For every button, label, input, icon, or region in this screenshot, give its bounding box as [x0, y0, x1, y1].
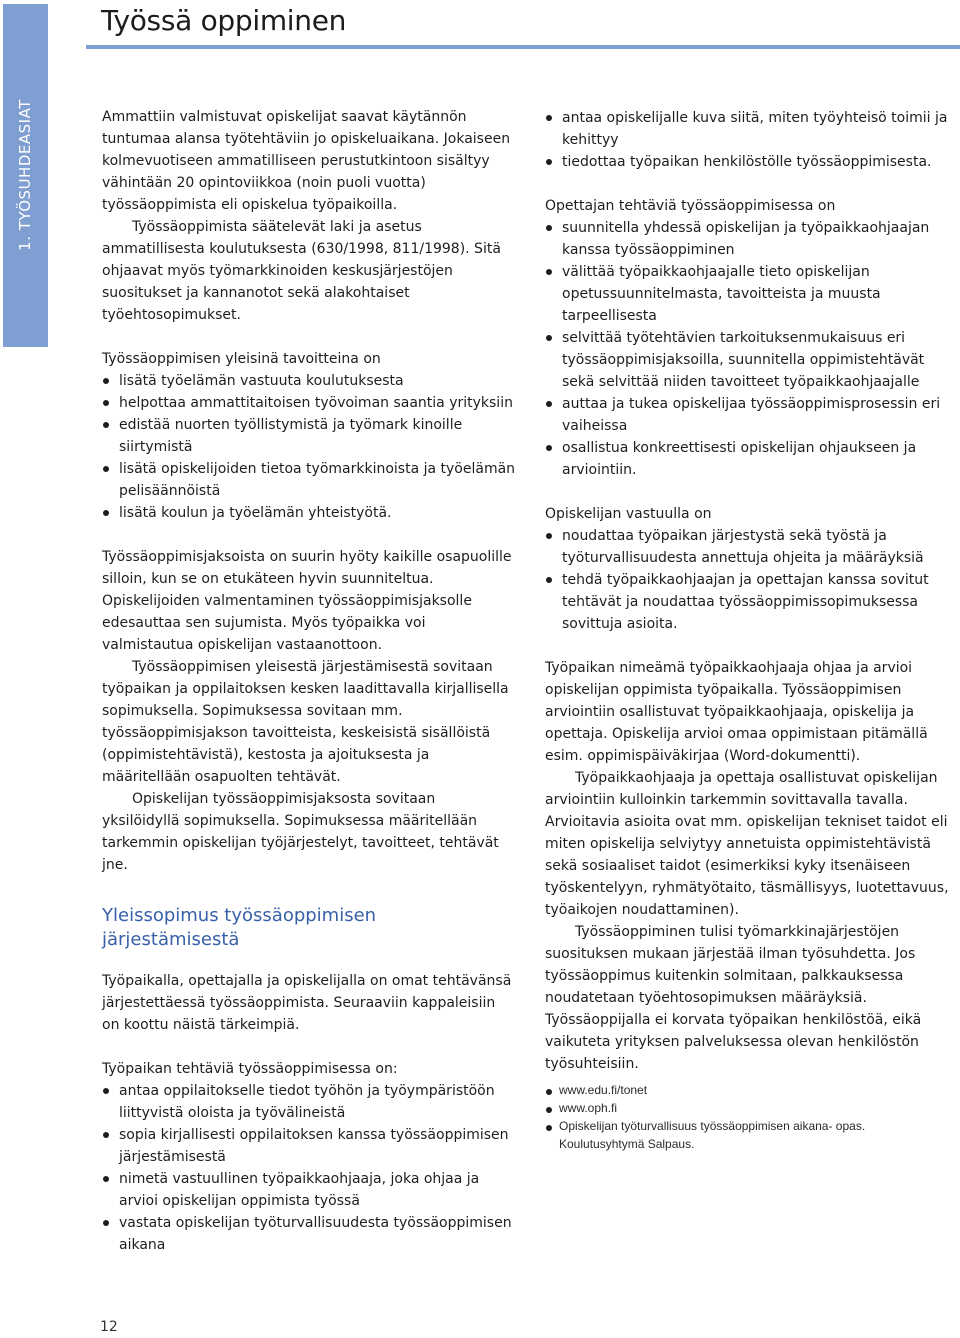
- list-item: vastata opiskelijan työturvallisuudesta työssäoppimisen aikana: [102, 1212, 517, 1256]
- law-paragraph: Työssäoppimista säätelevät laki ja asetus ammatillisesta koulutuksesta (630/1998, 811/1998). Sitä ohjaavat myös työmarkkinoiden keskusjärjestöjen suositukset ja kannanotot sekä alakohtaiset työehtosopimukset.: [102, 219, 501, 323]
- list-item: selvittää työtehtävien tarkoituksenmukaisuus eri työssäoppimisjaksoilla, suunnitella oppimistehtävät sekä selvittää niiden tavoitteet työpaikkaohjaajalle: [545, 327, 953, 393]
- list-item: noudattaa työpaikan järjestystä sekä työstä ja työturvallisuudesta annettuja ohjeita ja määräyksiä: [545, 525, 953, 569]
- list-item: suunnitella yhdessä opiskelijan ja työpaikkaohjaajan kanssa työssäoppiminen: [545, 217, 953, 261]
- page-number: 12: [100, 1319, 118, 1335]
- list-item: helpottaa ammattitaitoisen työvoiman saantia yrityksiin: [102, 392, 517, 414]
- agreement-paragraph: Työssäoppimisen yleisestä järjestämisestä sovitaan työpaikan ja oppilaitoksen kesken laadittavalla kirjallisella sopimuksella. Sopimuksessa sovitaan mm. työssäoppimisjakson tavoitteista, keskeisistä sisällöistä (oppimistehtävistä), kestosta ja ajoituksesta ja määritellään osapuolten tehtävät.: [102, 659, 509, 785]
- list-item: auttaa ja tukea opiskelijaa työssäoppimisprosessin eri vaiheissa: [545, 393, 953, 437]
- planning-paragraph: Työssäoppimisjaksoista on suurin hyöty kaikille osapuolille silloin, kun se on etukäteen hyvin suunniteltua. Opiskelijoiden valmentaminen työssäoppimisjaksolle edesauttaa sen sujumista. Myös työpaikka voi valmistautua opiskelijan vastaanottoon.: [102, 549, 512, 653]
- section-heading: Yleissopimus työssäoppimisen järjestämisestä: [102, 905, 377, 950]
- list-item: nimetä vastuullinen työpaikkaohjaaja, joka ohjaa ja arvioi opiskelijan oppimista työssä: [102, 1168, 517, 1212]
- teacher-tasks-list: [545, 217, 953, 481]
- references: [545, 1081, 945, 1153]
- assessment-paragraph: Työpaikan nimeämä työpaikkaohjaaja ohjaa ja arvioi opiskelijan oppimista työpaikalla. Työssäoppimisen arviointiin osallistuvat työpaikkaohjaaja, opiskelija ja opettaja. Opiskelija arvioi omaa oppimistaan pitämällä esim. oppimispäiväkirjaa (Word-dokumentti).: [545, 660, 928, 764]
- assessment-detail-paragraph: Työpaikkaohjaaja ja opettaja osallistuvat opiskelijan arviointiin kulloinkin tarkemmin sovittavalla tavalla. Arvioitavia asioita ovat mm. opiskelijan tekniset taidot eli miten opiskelija selviytyy annetuista oppimistehtävistä sekä sosiaaliset taidot (esimerkiksi kyky itsenäiseen työskentelyyn, ryhmätyötaito, täsmällisyys, luotettavuus, työaikojen noudattaminen).: [545, 770, 949, 918]
- student-tasks-list: [545, 525, 953, 635]
- goals-list: [102, 370, 517, 524]
- individual-agreement-paragraph: Opiskelijan työssäoppimisjaksosta sovitaan yksilöidyllä sopimuksella. Sopimuksessa määritellään tarkemmin opiskelijan työjärjestelyt, tavoitteet, tehtävät jne.: [102, 791, 499, 873]
- list-item: lisätä koulun ja työelämän yhteistyötä.: [102, 502, 517, 524]
- student-intro: Opiskelijan vastuulla on: [545, 506, 712, 522]
- goals-intro: Työssäoppimisen yleisinä tavoitteina on: [102, 351, 381, 367]
- list-item: välittää työpaikkaohjaajalle tieto opiskelijan opetussuunnitelmasta, tavoitteista ja muusta tarpeellisesta: [545, 261, 953, 327]
- list-item: sopia kirjallisesti oppilaitoksen kanssa työssäoppimisen järjestämisestä: [102, 1124, 517, 1168]
- employer-tasks-list: [102, 1080, 517, 1256]
- list-item: tiedottaa työpaikan henkilöstölle työssäoppimisesta.: [545, 151, 953, 173]
- header-rule: [86, 45, 960, 49]
- list-item: lisätä työelämän vastuuta koulutuksesta: [102, 370, 517, 392]
- list-item: edistää nuorten työllistymistä ja työmark kinoille siirtymistä: [102, 414, 517, 458]
- employment-paragraph: Työssäoppiminen tulisi työmarkkinajärjestöjen suosituksen mukaan järjestää ilman työsuhdetta. Jos työssäoppimus kuitenkin solmitaan, palkkauksessa noudatetaan työehtosopimuksen määräyksiä. Työssäoppijalla ei korvata työpaikan henkilöstöä, eikä vaikuteta yrityksen palveluksessa olevan henkilöstön työsuhteisiin.: [545, 924, 922, 1072]
- reference-link[interactable]: www.edu.fi/tonet: [545, 1081, 945, 1099]
- left-column: [102, 106, 517, 1256]
- intro-paragraph: Ammattiin valmistuvat opiskelijat saavat käytännön tuntumaa alansa työtehtäviin jo opiskeluaikana. Jokaiseen kolmevuotiseen ammatilliseen perustutkintoon sisältyy vähintään 20 opintoviikkoa (noin puoli vuotta) työssäoppimista eli opiskelua työpaikoilla.: [102, 109, 511, 213]
- side-tab: [3, 4, 48, 347]
- employer-intro: Työpaikan tehtäviä työssäoppimisessa on:: [102, 1061, 398, 1077]
- reference-link[interactable]: www.oph.fi: [545, 1099, 945, 1117]
- list-item: tehdä työpaikkaohjaajan ja opettajan kanssa sovitut tehtävät ja noudattaa työssäoppimissopimuksessa sovittuja asioita.: [545, 569, 953, 635]
- roles-paragraph: Työpaikalla, opettajalla ja opiskelijalla on omat tehtävänsä järjestettäessä työssäoppimista. Seuraaviin kappaleisiin on koottu näistä tärkeimpiä.: [102, 973, 512, 1033]
- page-title: Työssä oppiminen: [101, 4, 347, 37]
- references-list: [545, 1081, 945, 1153]
- list-item: antaa opiskelijalle kuva siitä, miten työyhteisö toimii ja kehittyy: [545, 107, 953, 151]
- list-item: osallistua konkreettisesti opiskelijan ohjaukseen ja arviointiin.: [545, 437, 953, 481]
- list-item: lisätä opiskelijoiden tietoa työmarkkinoista ja työelämän pelisäännöistä: [102, 458, 517, 502]
- list-item: antaa oppilaitokselle tiedot työhön ja työympäristöön liittyvistä oloista ja työvälineistä: [102, 1080, 517, 1124]
- side-tab-label: 1. TYÖSUHDEASIAT: [16, 99, 34, 251]
- right-column: [545, 107, 953, 1075]
- employer-tasks-list-cont: [545, 107, 953, 173]
- teacher-intro: Opettajan tehtäviä työssäoppimisessa on: [545, 198, 836, 214]
- reference-item: Opiskelijan työturvallisuus työssäoppimisen aikana- opas. Koulutusyhtymä Salpaus.: [545, 1117, 945, 1153]
